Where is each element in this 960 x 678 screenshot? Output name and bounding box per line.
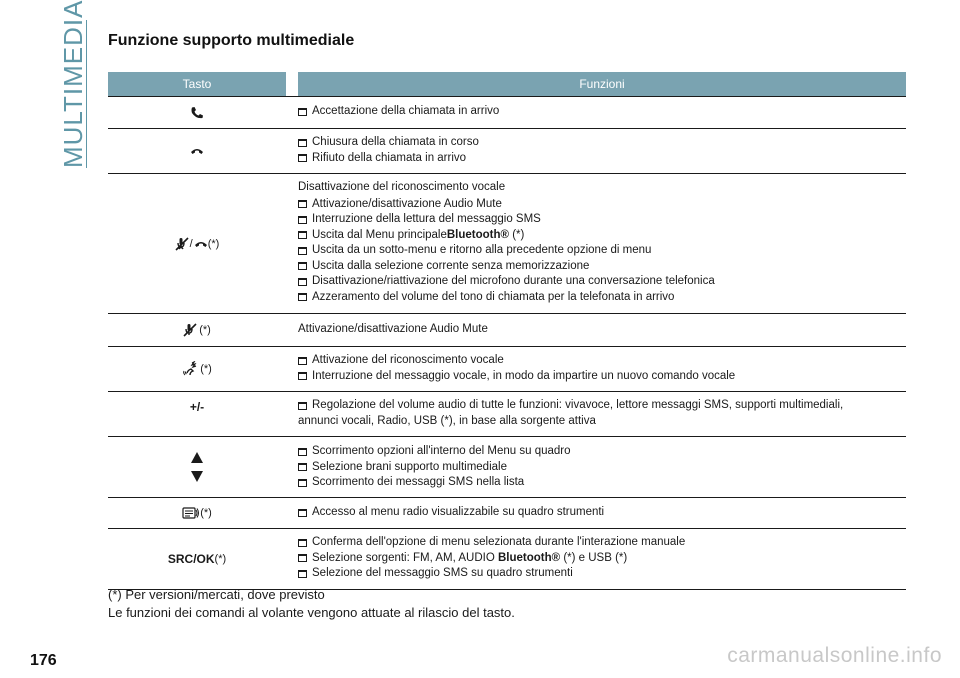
table-row bbox=[108, 391, 906, 436]
watermark: carmanualsonline.info bbox=[727, 644, 942, 667]
col-header-key: Tasto bbox=[108, 72, 286, 96]
page-number: 176 bbox=[30, 652, 57, 669]
table-row bbox=[108, 497, 906, 528]
volume-key: +/- bbox=[189, 400, 205, 414]
functions-cell: Chiusura della chiamata in corso Rifiuto della chiamata in arrivo bbox=[286, 129, 906, 173]
functions-cell: Scorrimento opzioni all'interno del Menu su quadro Selezione brani supporto multimediale Scorrimento dei messaggi SMS nella lista bbox=[286, 437, 906, 497]
key-cell: SRC/OK (*) bbox=[167, 552, 227, 566]
functions-cell: Attivazione del riconoscimento vocale Interruzione del messaggio vocale, in modo da impartire un nuovo comando vocale bbox=[286, 347, 906, 391]
table-row bbox=[108, 436, 906, 497]
footnotes bbox=[108, 586, 515, 622]
phone-hangup-icon bbox=[194, 240, 208, 248]
table-row bbox=[108, 128, 906, 173]
table-row bbox=[108, 528, 906, 589]
functions-cell: Accesso al menu radio visualizzabile su quadro strumenti bbox=[286, 498, 906, 528]
mute-icon bbox=[175, 237, 189, 251]
section-label: MULTIMEDIA bbox=[58, 0, 88, 168]
functions-table bbox=[108, 72, 906, 590]
key-cell bbox=[108, 129, 286, 173]
key-cell: (*) bbox=[108, 347, 286, 391]
radio-menu-icon bbox=[182, 506, 200, 520]
functions-cell: Conferma dell'opzione di menu selezionata durante l'interazione manuale Selezione sorgenti: FM, AM, AUDIO Bluetooth® (*) e USB (*) Selezione del messaggio SMS su quadro strumenti bbox=[286, 529, 906, 589]
table-header bbox=[108, 72, 906, 96]
table-row bbox=[108, 96, 906, 128]
table-row bbox=[108, 173, 906, 313]
table-row bbox=[108, 313, 906, 346]
arrow-up-icon bbox=[191, 452, 203, 463]
voice-icon bbox=[182, 361, 198, 377]
phone-hangup-icon bbox=[190, 147, 204, 155]
col-header-functions: Funzioni bbox=[298, 72, 906, 96]
key-cell: (*) bbox=[108, 314, 286, 346]
functions-cell: Accettazione della chiamata in arrivo bbox=[286, 97, 906, 128]
page-title: Funzione supporto multimediale bbox=[108, 32, 355, 49]
phone-answer-icon bbox=[190, 106, 204, 120]
key-cell: (*) bbox=[108, 498, 286, 528]
functions-cell: Regolazione del volume audio di tutte le funzioni: vivavoce, lettore messaggi SMS, supporti multimediali, annunci vocali, Radio, USB (*), in base alla sorgente attiva bbox=[298, 399, 844, 427]
key-cell bbox=[108, 97, 286, 128]
mute-icon bbox=[183, 323, 197, 337]
src-ok-key: SRC/OK bbox=[167, 552, 215, 566]
footnote-release: Le funzioni dei comandi al volante vengono attuate al rilascio del tasto. bbox=[108, 605, 515, 620]
key-cell: / (*) bbox=[108, 174, 286, 313]
functions-cell: Attivazione/disattivazione Audio Mute bbox=[298, 323, 488, 336]
key-cell bbox=[108, 437, 286, 497]
table-row bbox=[108, 346, 906, 391]
arrow-down-icon bbox=[191, 471, 203, 482]
functions-cell: Disattivazione del riconoscimento vocale Attivazione/disattivazione Audio Mute Interruzione della lettura del messaggio SMS Uscita dal Menu principale Bluetooth® (*) Uscita da un sotto-menu e ritorno alla precedente opzione di menu Uscita dalla selezione corrente senza memorizzazione Disattivazione/riattivazione del microfono durante una conversazione telefonica Azzeramento del volume del tono di chiamata per la telefonata in arrivo bbox=[298, 181, 715, 303]
footnote-asterisk: (*) Per versioni/mercati, dove previsto bbox=[108, 587, 325, 602]
